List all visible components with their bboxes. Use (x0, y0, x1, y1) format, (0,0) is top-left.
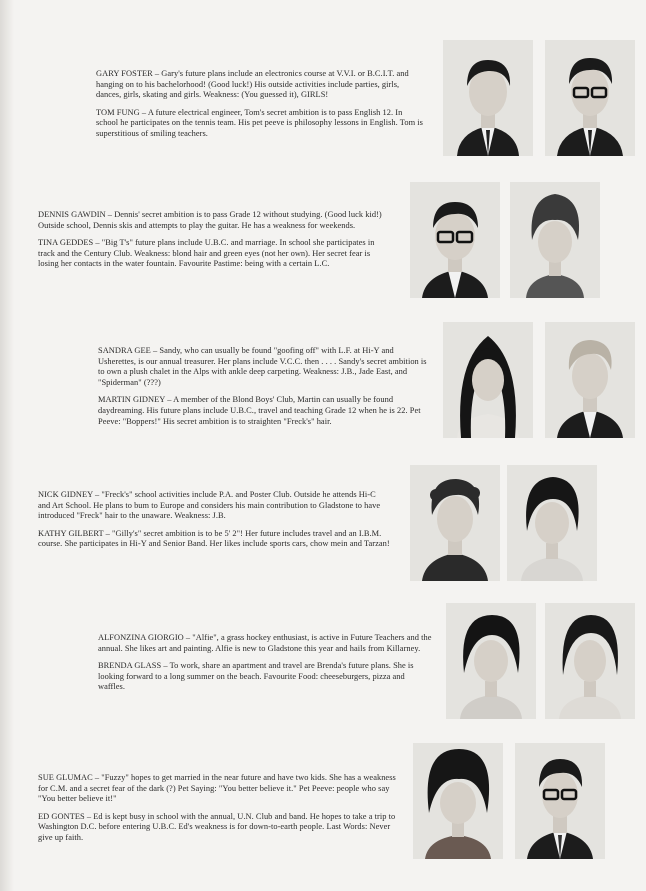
portrait-girl-bouffant-icon (413, 743, 503, 859)
portrait-kathy-gilbert (507, 465, 597, 581)
portrait-girl-icon (507, 465, 597, 581)
portrait-nick-gidney (410, 465, 500, 581)
entry-brenda-glass: BRENDA GLASS – To work, share an apartment and travel are Brenda's future plans. She is looking forward to a long summer on the beach. Favourite Food: cheeseburgers, pizza and waffles. (98, 661, 414, 692)
portrait-martin-gidney (545, 322, 635, 438)
portrait-boy-icon (443, 40, 533, 156)
entry-dennis-gawdin: DENNIS GAWDIN – Dennis' secret ambition is to pass Grade 12 without studying. (Good luck kid!) Outside school, Dennis skis and attempts to play the guitar. He has a weakness for weekends. (38, 210, 382, 230)
entry-tom-fung: TOM FUNG – A future electrical engineer, Tom's secret ambition is to pass English 12. In school he participates on the tennis team. His pet peeve is philosophy lessons in English. Tom is superstitious of smiling teachers. (96, 107, 423, 138)
entry-sandra-gee: SANDRA GEE – Sandy, who can usually be found "goofing off" with L.F. at Hi-Y and Usherettes, is our annual treasurer. Her plans include V.C.C. then . . . . Sandy's secret ambition is to own a plush chalet in the Alps with ankle deep carpeting. Weakness: J.B., Jade East, and "Spiderman" (???) (98, 346, 427, 387)
entry-kathy-gilbert: KATHY GILBERT – "Gilly's" secret ambition is to be 5' 2"! Her future includes travel and an I.B.M. course. She participates in Hi-Y and Senior Band. Her likes include sports cars, chow mein and Tarzan! (38, 528, 390, 549)
entry-block-5 (98, 633, 433, 700)
entry-alfonzina-giorgio: ALFONZINA GIORGIO – "Alfie", a grass hockey enthusiast, is active in Future Teachers and the annual. She likes art and painting. Alfie is new to Gladstone this year and hails from Killarney. (98, 633, 432, 653)
portrait-girl-icon (545, 603, 635, 719)
entry-sue-glumac: SUE GLUMAC – "Fuzzy" hopes to get married in the near future and have two kids. She has a weakness for C.M. and a secret fear of the dark (?) Pet Saying: "You better believe it." Pet Peeve: people who say "You better believe it!" (38, 773, 396, 804)
portrait-boy-glasses-icon (545, 40, 635, 156)
portrait-alfonzina-giorgio (446, 603, 536, 719)
portrait-girl-icon (510, 182, 600, 298)
page-spine-shadow (0, 0, 14, 891)
entry-block-6 (38, 773, 396, 851)
portrait-girl-long-hair-icon (443, 322, 533, 438)
portrait-sue-glumac (413, 743, 503, 859)
portrait-tom-fung (545, 40, 635, 156)
portrait-ed-gontes (515, 743, 605, 859)
entry-nick-gidney: NICK GIDNEY – "Freck's" school activities include P.A. and Poster Club. Outside he attends Hi-C and Art School. He plans to bum to Europe and considers his main contribution to Gladstone to have introduced "Freck" hair to the unaware. Weakness: J.B. (38, 490, 381, 521)
portrait-dennis-gawdin (410, 182, 500, 298)
portrait-boy-curly-hair-icon (410, 465, 500, 581)
portrait-tina-geddes (510, 182, 600, 298)
entry-block-2 (38, 210, 390, 277)
portrait-brenda-glass (545, 603, 635, 719)
entry-ed-gontes: ED GONTES – Ed is kept busy in school with the annual, U.N. Club and band. He hopes to take a trip to Washington D.C. before entering U.B.C. Ed's weakness is for down-to-earth people. Last Words: Never give up faith. (38, 811, 396, 842)
entry-martin-gidney: MARTIN GIDNEY – A member of the Blond Boys' Club, Martin can usually be found daydreaming. His future plans include U.B.C., travel and teaching Grade 12 when he is 22. Pet Peeve: "Boppers!" His secret ambition is to straighten "Freck's" hair. (98, 395, 421, 426)
entry-block-3 (98, 346, 428, 434)
entry-block-4 (38, 490, 390, 557)
portrait-boy-icon (545, 322, 635, 438)
entry-tina-geddes: TINA GEDDES – "Big T's" future plans include U.B.C. and marriage. In school she participates in track and the Century Club. Weakness: blond hair and green eyes (not her own). Her secret fear is losing her contacts in the water fountain. Favourite Pastime: being with a certain L.C. (38, 238, 375, 269)
portrait-girl-icon (446, 603, 536, 719)
portrait-boy-glasses-icon (515, 743, 605, 859)
entry-gary-foster: GARY FOSTER – Gary's future plans include an electronics course at V.V.I. or B.C.I.T. and hanging on to his bachelorhood! (Good luck!) His outside activities include parties, girls, dances, girls, skating and girls. Weakness: (You guessed it), GIRLS! (96, 69, 409, 100)
portrait-boy-glasses-icon (410, 182, 500, 298)
portrait-gary-foster (443, 40, 533, 156)
portrait-sandra-gee (443, 322, 533, 438)
entry-block-1 (96, 69, 426, 147)
